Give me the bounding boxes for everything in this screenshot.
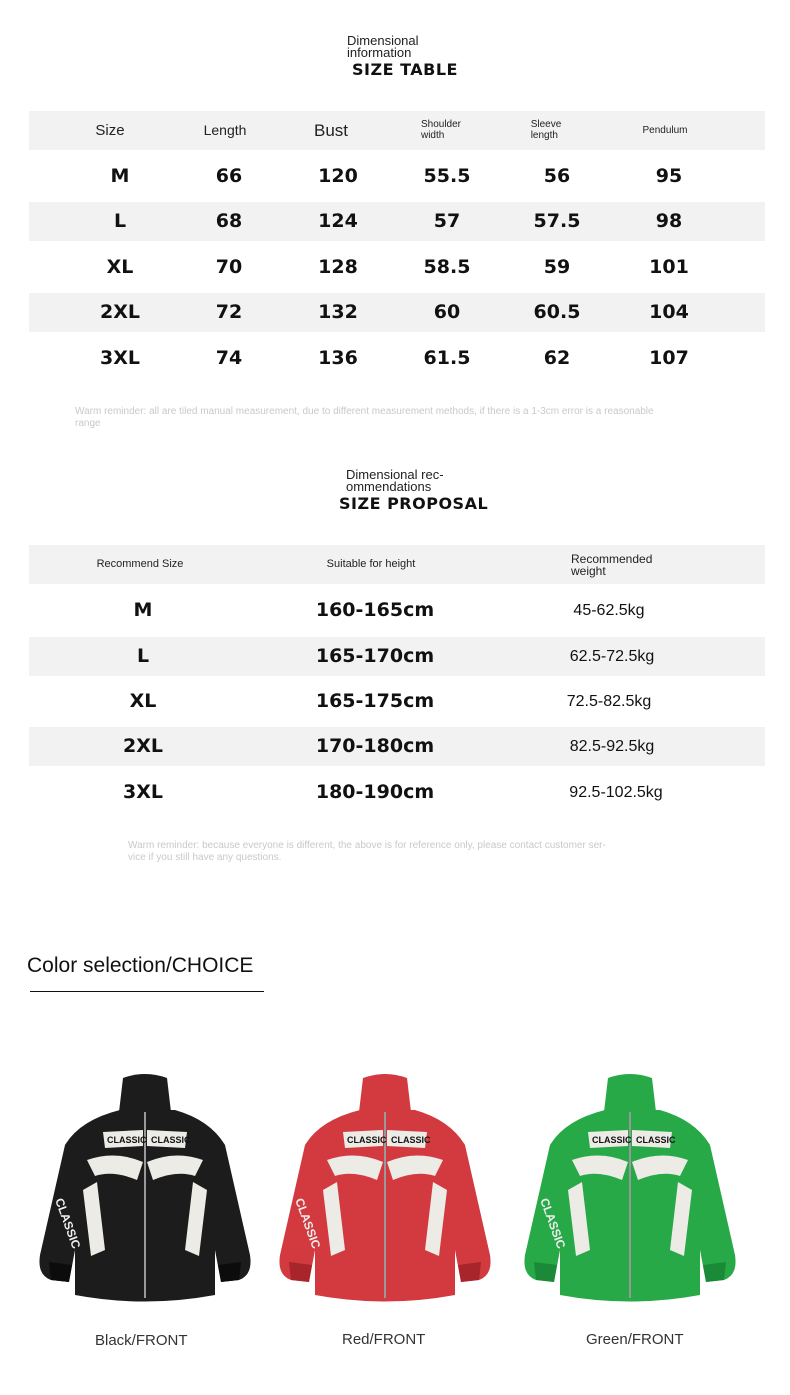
cell-length: 74 xyxy=(215,347,243,369)
cell-shoulder: 58.5 xyxy=(423,256,471,278)
header-suitable-height: Suitable for height xyxy=(326,558,416,570)
cell-weight: 72.5-82.5kg xyxy=(566,693,652,710)
cell-height: 160-165cm xyxy=(315,599,435,621)
cell-length: 68 xyxy=(215,210,243,232)
jacket-red-image xyxy=(265,1050,505,1310)
size-table-reminder-line2: range xyxy=(75,418,101,429)
header-recommend-size: Recommend Size xyxy=(96,558,184,570)
jacket-badge-text: CLASSIC xyxy=(347,1135,387,1145)
cell-size: M xyxy=(110,165,130,187)
cell-shoulder: 60 xyxy=(433,301,461,323)
size-proposal-reminder-line1: Warm reminder: because everyone is different, the above is for reference only, please contact customer ser- xyxy=(128,840,606,851)
cell-bust: 124 xyxy=(318,210,358,232)
table-row xyxy=(29,293,765,332)
caption-black: Black/FRONT xyxy=(95,1332,188,1349)
cell-shoulder: 57 xyxy=(433,210,461,232)
caption-red: Red/FRONT xyxy=(342,1331,426,1348)
table-row xyxy=(29,202,765,241)
table-row xyxy=(29,682,765,721)
cell-size: 3XL xyxy=(100,347,140,369)
cell-weight: 45-62.5kg xyxy=(573,602,645,619)
header-shoulder-line2: width xyxy=(420,130,445,141)
header-sleeve-line2: length xyxy=(530,130,558,141)
cell-weight: 82.5-92.5kg xyxy=(569,738,655,755)
cell-shoulder: 55.5 xyxy=(423,165,471,187)
jacket-green-image xyxy=(510,1050,750,1310)
cell-sleeve: 56 xyxy=(543,165,571,187)
size-proposal-reminder xyxy=(128,840,688,864)
cell-weight: 92.5-102.5kg xyxy=(569,784,663,801)
table-row xyxy=(29,773,765,812)
cell-weight: 62.5-72.5kg xyxy=(569,648,655,665)
cell-sleeve: 57.5 xyxy=(533,210,581,232)
jacket-red[interactable] xyxy=(265,1050,505,1310)
cell-height: 170-180cm xyxy=(315,735,435,757)
cell-pendulum: 101 xyxy=(649,256,689,278)
cell-bust: 132 xyxy=(318,301,358,323)
table-row xyxy=(29,339,765,378)
header-shoulder-width xyxy=(421,119,461,141)
cell-size: 2XL xyxy=(100,301,140,323)
jacket-sleeve-text: CLASSIC xyxy=(537,1196,569,1251)
size-proposal-subtitle xyxy=(346,469,444,493)
cell-pendulum: 107 xyxy=(649,347,689,369)
header-pendulum: Pendulum xyxy=(642,125,688,136)
cell-bust: 120 xyxy=(318,165,358,187)
jacket-badge-text: CLASSIC xyxy=(107,1135,147,1145)
cell-recommend-size: L xyxy=(136,645,150,667)
size-proposal-subtitle-line1: Dimensional rec- xyxy=(346,467,444,482)
jacket-badge-text: CLASSIC xyxy=(151,1135,191,1145)
cell-bust: 128 xyxy=(318,256,358,278)
jacket-sleeve-text: CLASSIC xyxy=(292,1196,324,1251)
cell-length: 70 xyxy=(215,256,243,278)
size-proposal-subtitle-line2: ommendations xyxy=(346,479,432,494)
table-row xyxy=(29,637,765,676)
caption-green: Green/FRONT xyxy=(586,1331,684,1348)
cell-size: XL xyxy=(106,256,134,278)
jacket-sleeve-text: CLASSIC xyxy=(52,1196,84,1251)
cell-recommend-size: 3XL xyxy=(123,781,163,803)
jacket-black[interactable] xyxy=(25,1050,265,1310)
size-table-subtitle-line2: information xyxy=(347,45,412,60)
header-bust: Bust xyxy=(313,121,349,140)
cell-pendulum: 95 xyxy=(655,165,683,187)
jacket-black-image xyxy=(25,1050,265,1310)
cell-height: 180-190cm xyxy=(315,781,435,803)
size-table-subtitle xyxy=(347,35,419,59)
jacket-badge-text: CLASSIC xyxy=(636,1135,676,1145)
header-shoulder-line1: Shoulder xyxy=(420,119,462,130)
cell-sleeve: 62 xyxy=(543,347,571,369)
table-row xyxy=(29,591,765,630)
size-table-reminder-line1: Warm reminder: all are tiled manual measurement, due to different measurement methods, if there is a 1-3cm error is a reasonable xyxy=(75,406,654,417)
jacket-badge-text: CLASSIC xyxy=(592,1135,632,1145)
cell-recommend-size: M xyxy=(133,599,153,621)
header-length: Length xyxy=(203,122,247,138)
header-sleeve-length xyxy=(531,119,562,141)
table-row xyxy=(29,248,765,287)
cell-size: L xyxy=(113,210,127,232)
table-row xyxy=(29,727,765,766)
header-size: Size xyxy=(95,122,125,139)
cell-height: 165-170cm xyxy=(315,645,435,667)
cell-pendulum: 98 xyxy=(655,210,683,232)
size-table-subtitle-line1: Dimensional xyxy=(347,33,419,48)
header-sleeve-line1: Sleeve xyxy=(530,119,562,130)
cell-pendulum: 104 xyxy=(649,301,689,323)
cell-length: 66 xyxy=(215,165,243,187)
size-table-reminder xyxy=(75,406,725,430)
color-selection-title: Color selection/CHOICE xyxy=(27,954,254,977)
cell-sleeve: 60.5 xyxy=(533,301,581,323)
cell-length: 72 xyxy=(215,301,243,323)
cell-height: 165-175cm xyxy=(315,690,435,712)
color-selection-underline xyxy=(30,991,264,992)
size-proposal-header-row xyxy=(29,545,765,584)
cell-sleeve: 59 xyxy=(543,256,571,278)
cell-shoulder: 61.5 xyxy=(423,347,471,369)
size-table-header-row xyxy=(29,111,765,150)
header-weight-line2: weight xyxy=(571,564,606,578)
jacket-badge-text: CLASSIC xyxy=(391,1135,431,1145)
cell-recommend-size: 2XL xyxy=(123,735,163,757)
jacket-green[interactable] xyxy=(510,1050,750,1310)
size-proposal-title: SIZE PROPOSAL xyxy=(339,494,489,513)
cell-recommend-size: XL xyxy=(129,690,157,712)
size-table-title: SIZE TABLE xyxy=(352,60,458,79)
header-recommended-weight xyxy=(571,553,652,577)
cell-bust: 136 xyxy=(318,347,358,369)
table-row xyxy=(29,157,765,196)
size-proposal-reminder-line2: vice if you still have any questions. xyxy=(128,852,282,863)
header-weight-line1: Recommended xyxy=(571,552,653,566)
